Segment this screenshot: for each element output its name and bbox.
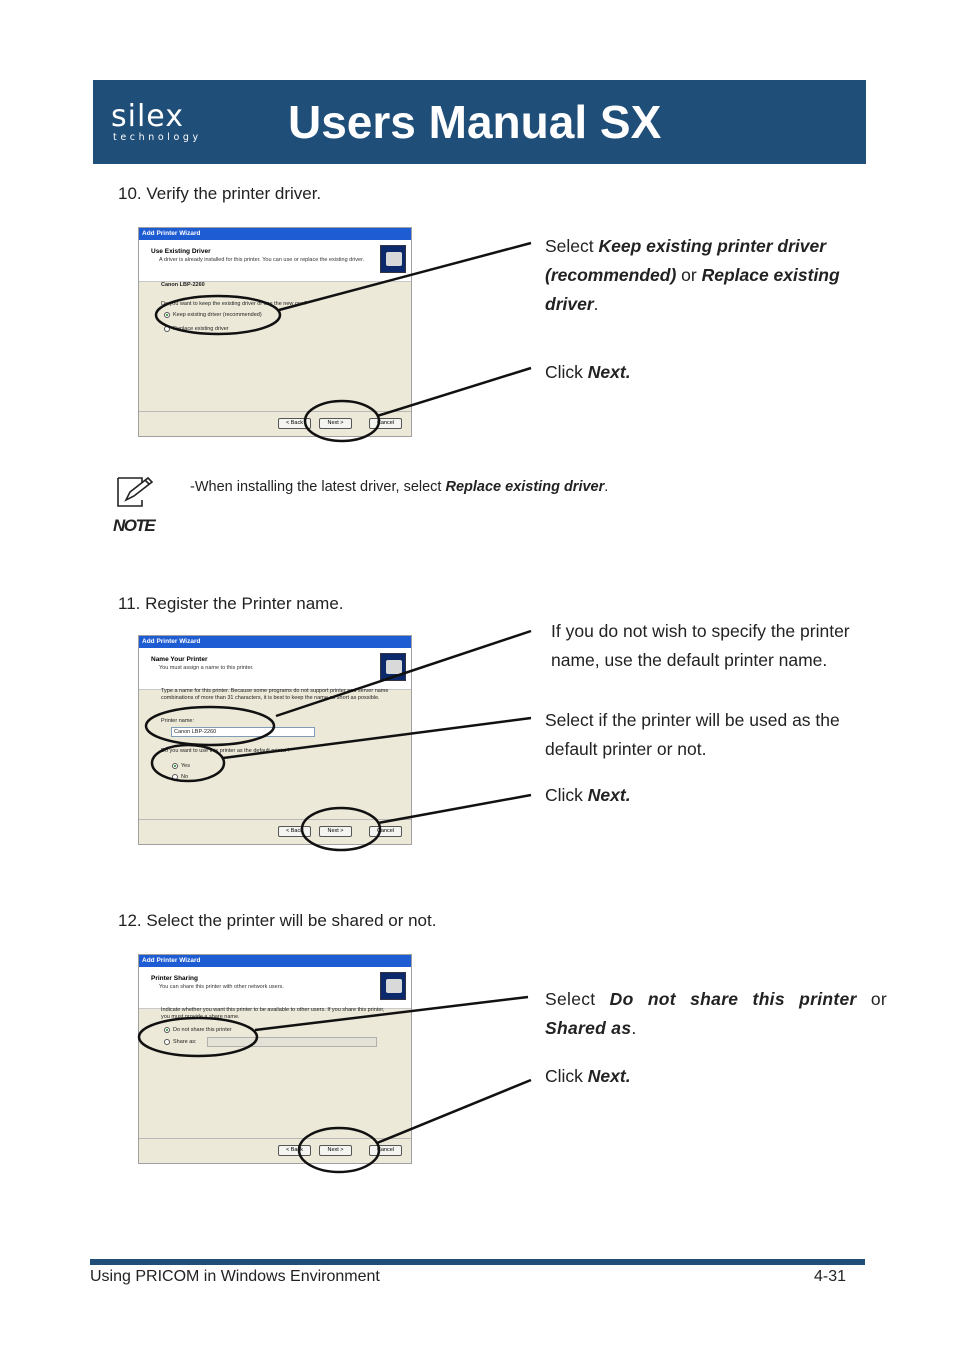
callout-line-default bbox=[223, 718, 531, 758]
cancel-button[interactable]: Cancel bbox=[369, 418, 402, 429]
logo-main-text: silex bbox=[111, 99, 184, 134]
dialog-titlebar: Add Printer Wizard bbox=[139, 955, 411, 967]
radio-default-yes-label: Yes bbox=[181, 763, 190, 769]
cancel-button[interactable]: Cancel bbox=[369, 1145, 402, 1156]
annotation-click-next-10: Click Next. bbox=[545, 362, 631, 382]
note-label: NOTE bbox=[113, 516, 155, 535]
callout-ellipse-next-11 bbox=[302, 808, 380, 850]
annotation-default-printer: Select if the printer will be used as the default printer or not. bbox=[545, 710, 840, 759]
annotation-select-driver: Select Keep existing printer driver (recommended) or Replace existing driver. bbox=[545, 236, 840, 314]
note-text: -When installing the latest driver, select Replace existing driver. bbox=[190, 479, 609, 495]
driver-question: Do you want to keep the existing driver or use the new one? bbox=[161, 301, 308, 307]
radio-keep-driver-label: Keep existing driver (recommended) bbox=[173, 312, 262, 318]
radio-share-as-label: Share as: bbox=[173, 1039, 197, 1045]
printer-model: Canon LBP-2260 bbox=[161, 282, 205, 288]
callout-line-next-12 bbox=[377, 1080, 531, 1143]
dialog-heading: Use Existing Driver bbox=[151, 248, 211, 255]
dialog-subheading: A driver is already installed for this printer. You can use or replace the existing driver. bbox=[159, 257, 365, 263]
callout-ellipse-no-share bbox=[139, 1018, 257, 1056]
footer-bar bbox=[90, 1259, 865, 1265]
callout-line-next-11 bbox=[378, 795, 531, 823]
step-12-title: 12. Select the printer will be shared or not. bbox=[118, 911, 437, 930]
callout-ellipse-next-10 bbox=[305, 401, 379, 441]
footer-section-title: Using PRICOM in Windows Environment bbox=[90, 1268, 380, 1285]
page-title: Users Manual SX bbox=[288, 96, 662, 148]
radio-replace-driver-label: Replace existing driver bbox=[173, 326, 229, 332]
dialog-titlebar: Add Printer Wizard bbox=[139, 228, 411, 240]
logo-sub-text: technology bbox=[113, 132, 202, 143]
radio-do-not-share-label: Do not share this printer bbox=[173, 1027, 232, 1033]
back-button[interactable]: < Back bbox=[278, 418, 311, 429]
callout-ellipse-printer-name bbox=[146, 707, 274, 745]
dialog-subheading: You must assign a name to this printer. bbox=[159, 665, 254, 671]
back-button[interactable]: < Back bbox=[278, 1145, 311, 1156]
dialog-body-text: Type a name for this printer. Because some programs do not support printer and server name combinations of more than 31 characters, it is best to keep the name as short as possible. bbox=[161, 688, 389, 701]
printer-name-input[interactable]: Canon LBP-2260 bbox=[171, 727, 315, 737]
callout-ellipse-default bbox=[152, 745, 224, 781]
cancel-button[interactable]: Cancel bbox=[369, 826, 402, 837]
dialog-subheading: You can share this printer with other network users. bbox=[159, 984, 284, 990]
default-question: Do you want to use this printer as the default printer? bbox=[161, 748, 291, 754]
step-11-title: 11. Register the Printer name. bbox=[118, 594, 344, 613]
dialog-body-text: Indicate whether you want this printer to be available to other users. If you share this printer, you must provide a share name. bbox=[161, 1007, 385, 1020]
annotation-click-next-12: Click Next. bbox=[545, 1066, 631, 1086]
dialog-titlebar: Add Printer Wizard bbox=[139, 636, 411, 648]
radio-default-no-label: No bbox=[181, 774, 189, 780]
annotation-printer-name: If you do not wish to specify the printer name, use the default printer name. bbox=[551, 621, 850, 670]
dialog-heading: Printer Sharing bbox=[151, 975, 198, 982]
callout-ellipse-keep-driver bbox=[156, 296, 280, 334]
callout-line-no-share bbox=[255, 997, 528, 1030]
annotation-select-sharing: Select Do not share this printer or Shared as. bbox=[545, 989, 888, 1038]
callout-line-next-10 bbox=[377, 368, 531, 416]
step-10-title: 10. Verify the printer driver. bbox=[118, 184, 322, 203]
back-button[interactable]: < Back bbox=[278, 826, 311, 837]
annotation-click-next-11: Click Next. bbox=[545, 785, 631, 805]
footer-page-number: 4-31 bbox=[814, 1268, 847, 1285]
next-button[interactable]: Next > bbox=[319, 826, 352, 837]
next-button[interactable]: Next > bbox=[319, 418, 352, 429]
printer-name-label: Printer name: bbox=[161, 718, 195, 724]
dialog-heading: Name Your Printer bbox=[151, 656, 208, 663]
callout-line-keep-driver bbox=[279, 243, 531, 310]
callout-line-printer-name bbox=[276, 631, 531, 716]
callout-ellipse-next-12 bbox=[299, 1128, 379, 1172]
next-button[interactable]: Next > bbox=[319, 1145, 352, 1156]
